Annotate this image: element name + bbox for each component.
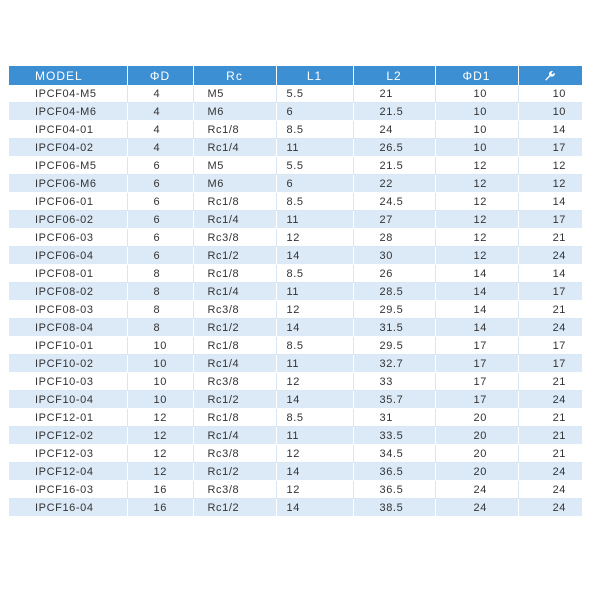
cell-hex-size: 21 — [518, 445, 582, 463]
cell-hex-size: 12 — [518, 175, 582, 193]
cell-hex-size: 17 — [518, 283, 582, 301]
cell-model: IPCF04-01 — [9, 121, 127, 139]
cell-hex-size: 24 — [518, 319, 582, 337]
cell-rc: M5 — [193, 157, 276, 175]
cell-rc: Rc1/2 — [193, 247, 276, 265]
cell-l1: 11 — [276, 355, 353, 373]
cell-d1: 12 — [435, 247, 518, 265]
cell-hex-size: 21 — [518, 229, 582, 247]
cell-l1: 12 — [276, 229, 353, 247]
cell-diameter: 4 — [127, 139, 193, 157]
cell-l2: 34.5 — [353, 445, 435, 463]
cell-model: IPCF10-01 — [9, 337, 127, 355]
cell-l2: 35.7 — [353, 391, 435, 409]
cell-d1: 10 — [435, 103, 518, 121]
cell-diameter: 8 — [127, 265, 193, 283]
cell-model: IPCF06-03 — [9, 229, 127, 247]
cell-d1: 10 — [435, 139, 518, 157]
cell-l1: 12 — [276, 445, 353, 463]
cell-hex-size: 24 — [518, 247, 582, 265]
cell-rc: Rc1/4 — [193, 283, 276, 301]
table-row — [9, 499, 582, 517]
cell-rc: Rc1/2 — [193, 391, 276, 409]
cell-d1: 20 — [435, 409, 518, 427]
cell-model: IPCF06-04 — [9, 247, 127, 265]
cell-diameter: 10 — [127, 355, 193, 373]
cell-diameter: 6 — [127, 247, 193, 265]
cell-l1: 12 — [276, 373, 353, 391]
table-row — [9, 211, 582, 229]
cell-l1: 12 — [276, 481, 353, 499]
cell-rc: Rc1/8 — [193, 121, 276, 139]
table-row — [9, 391, 582, 409]
cell-l2: 21.5 — [353, 157, 435, 175]
cell-model: IPCF10-04 — [9, 391, 127, 409]
cell-diameter: 10 — [127, 373, 193, 391]
cell-diameter: 6 — [127, 193, 193, 211]
cell-l2: 21.5 — [353, 103, 435, 121]
cell-l1: 6 — [276, 103, 353, 121]
cell-l1: 14 — [276, 463, 353, 481]
cell-l1: 8.5 — [276, 337, 353, 355]
cell-diameter: 4 — [127, 85, 193, 103]
cell-l1: 14 — [276, 247, 353, 265]
cell-l1: 11 — [276, 139, 353, 157]
cell-model: IPCF08-01 — [9, 265, 127, 283]
cell-l2: 24 — [353, 121, 435, 139]
header-l1: L1 — [276, 66, 353, 85]
cell-rc: Rc1/4 — [193, 355, 276, 373]
cell-hex-size: 24 — [518, 481, 582, 499]
cell-d1: 14 — [435, 319, 518, 337]
cell-diameter: 6 — [127, 175, 193, 193]
cell-l2: 30 — [353, 247, 435, 265]
header-d1: ΦD1 — [435, 66, 518, 85]
cell-l2: 22 — [353, 175, 435, 193]
cell-d1: 10 — [435, 121, 518, 139]
cell-model: IPCF16-04 — [9, 499, 127, 517]
cell-l1: 5.5 — [276, 85, 353, 103]
table-row — [9, 283, 582, 301]
cell-l1: 14 — [276, 499, 353, 517]
cell-l2: 21 — [353, 85, 435, 103]
cell-rc: Rc3/8 — [193, 373, 276, 391]
cell-model: IPCF04-M6 — [9, 103, 127, 121]
cell-diameter: 4 — [127, 103, 193, 121]
cell-rc: Rc1/2 — [193, 319, 276, 337]
cell-rc: Rc1/8 — [193, 409, 276, 427]
table-row — [9, 139, 582, 157]
cell-hex-size: 17 — [518, 355, 582, 373]
cell-d1: 17 — [435, 355, 518, 373]
cell-l1: 14 — [276, 319, 353, 337]
header-diameter: ΦD — [127, 66, 193, 85]
table-row — [9, 103, 582, 121]
cell-hex-size: 14 — [518, 193, 582, 211]
cell-rc: Rc1/2 — [193, 463, 276, 481]
cell-l2: 33.5 — [353, 427, 435, 445]
cell-hex-size: 21 — [518, 301, 582, 319]
cell-d1: 20 — [435, 463, 518, 481]
cell-diameter: 6 — [127, 211, 193, 229]
cell-l2: 32.7 — [353, 355, 435, 373]
table-row — [9, 355, 582, 373]
cell-rc: Rc1/4 — [193, 211, 276, 229]
cell-rc: M6 — [193, 175, 276, 193]
cell-d1: 12 — [435, 211, 518, 229]
cell-l2: 24.5 — [353, 193, 435, 211]
table-row — [9, 445, 582, 463]
cell-rc: Rc1/8 — [193, 265, 276, 283]
cell-l2: 26 — [353, 265, 435, 283]
table-row — [9, 427, 582, 445]
header-model: MODEL — [9, 66, 127, 85]
cell-rc: Rc1/8 — [193, 193, 276, 211]
cell-model: IPCF08-02 — [9, 283, 127, 301]
cell-l2: 33 — [353, 373, 435, 391]
cell-l2: 28.5 — [353, 283, 435, 301]
cell-hex-size: 21 — [518, 373, 582, 391]
cell-model: IPCF06-M5 — [9, 157, 127, 175]
cell-hex-size: 17 — [518, 211, 582, 229]
cell-diameter: 6 — [127, 229, 193, 247]
table-body — [9, 85, 582, 517]
table-row — [9, 175, 582, 193]
cell-model: IPCF16-03 — [9, 481, 127, 499]
cell-hex-size: 21 — [518, 409, 582, 427]
cell-l2: 29.5 — [353, 337, 435, 355]
cell-d1: 20 — [435, 427, 518, 445]
cell-diameter: 12 — [127, 409, 193, 427]
table-row — [9, 193, 582, 211]
header-hex-size — [518, 66, 582, 85]
cell-d1: 14 — [435, 301, 518, 319]
cell-hex-size: 14 — [518, 121, 582, 139]
cell-l2: 26.5 — [353, 139, 435, 157]
cell-hex-size: 21 — [518, 427, 582, 445]
cell-diameter: 12 — [127, 445, 193, 463]
cell-diameter: 8 — [127, 283, 193, 301]
cell-diameter: 8 — [127, 301, 193, 319]
cell-model: IPCF04-M5 — [9, 85, 127, 103]
cell-hex-size: 12 — [518, 157, 582, 175]
cell-l1: 6 — [276, 175, 353, 193]
cell-rc: M5 — [193, 85, 276, 103]
cell-d1: 12 — [435, 175, 518, 193]
cell-l1: 5.5 — [276, 157, 353, 175]
cell-model: IPCF12-03 — [9, 445, 127, 463]
header-l2: L2 — [353, 66, 435, 85]
cell-rc: Rc1/4 — [193, 139, 276, 157]
table-row — [9, 247, 582, 265]
spec-table-container — [9, 66, 582, 517]
table-row — [9, 265, 582, 283]
wrench-hex-icon — [544, 70, 556, 82]
cell-hex-size: 17 — [518, 139, 582, 157]
cell-rc: Rc3/8 — [193, 445, 276, 463]
cell-hex-size: 24 — [518, 463, 582, 481]
cell-model: IPCF08-04 — [9, 319, 127, 337]
cell-l1: 8.5 — [276, 121, 353, 139]
header-rc: Rc — [193, 66, 276, 85]
cell-l1: 8.5 — [276, 193, 353, 211]
cell-diameter: 6 — [127, 157, 193, 175]
cell-l1: 14 — [276, 391, 353, 409]
cell-hex-size: 24 — [518, 499, 582, 517]
cell-d1: 17 — [435, 391, 518, 409]
cell-rc: Rc3/8 — [193, 301, 276, 319]
cell-diameter: 12 — [127, 427, 193, 445]
cell-rc: Rc1/8 — [193, 337, 276, 355]
cell-d1: 20 — [435, 445, 518, 463]
cell-d1: 12 — [435, 193, 518, 211]
cell-model: IPCF12-04 — [9, 463, 127, 481]
cell-l2: 28 — [353, 229, 435, 247]
cell-l1: 8.5 — [276, 265, 353, 283]
cell-rc: Rc3/8 — [193, 481, 276, 499]
table-row — [9, 481, 582, 499]
cell-hex-size: 10 — [518, 85, 582, 103]
cell-d1: 14 — [435, 283, 518, 301]
cell-d1: 12 — [435, 229, 518, 247]
cell-diameter: 10 — [127, 391, 193, 409]
cell-l2: 31 — [353, 409, 435, 427]
cell-l2: 38.5 — [353, 499, 435, 517]
cell-model: IPCF12-02 — [9, 427, 127, 445]
cell-l1: 11 — [276, 283, 353, 301]
table-row — [9, 319, 582, 337]
cell-diameter: 12 — [127, 463, 193, 481]
cell-d1: 17 — [435, 337, 518, 355]
cell-diameter: 4 — [127, 121, 193, 139]
table-row — [9, 463, 582, 481]
cell-d1: 17 — [435, 373, 518, 391]
spec-table — [9, 66, 582, 517]
cell-l2: 27 — [353, 211, 435, 229]
cell-d1: 14 — [435, 265, 518, 283]
table-row — [9, 121, 582, 139]
cell-l1: 11 — [276, 211, 353, 229]
cell-rc: Rc1/2 — [193, 499, 276, 517]
cell-hex-size: 24 — [518, 391, 582, 409]
cell-l2: 36.5 — [353, 481, 435, 499]
cell-model: IPCF04-02 — [9, 139, 127, 157]
cell-model: IPCF06-02 — [9, 211, 127, 229]
cell-model: IPCF06-01 — [9, 193, 127, 211]
cell-diameter: 8 — [127, 319, 193, 337]
cell-hex-size: 14 — [518, 265, 582, 283]
cell-model: IPCF06-M6 — [9, 175, 127, 193]
cell-l1: 12 — [276, 301, 353, 319]
cell-diameter: 16 — [127, 481, 193, 499]
cell-hex-size: 10 — [518, 103, 582, 121]
cell-d1: 24 — [435, 499, 518, 517]
cell-l2: 31.5 — [353, 319, 435, 337]
cell-l2: 29.5 — [353, 301, 435, 319]
cell-l2: 36.5 — [353, 463, 435, 481]
table-row — [9, 157, 582, 175]
cell-l1: 8.5 — [276, 409, 353, 427]
cell-model: IPCF12-01 — [9, 409, 127, 427]
table-row — [9, 301, 582, 319]
table-row — [9, 409, 582, 427]
table-row — [9, 373, 582, 391]
table-row — [9, 337, 582, 355]
cell-d1: 10 — [435, 85, 518, 103]
table-header-row — [9, 66, 582, 85]
cell-diameter: 10 — [127, 337, 193, 355]
cell-l1: 11 — [276, 427, 353, 445]
cell-hex-size: 17 — [518, 337, 582, 355]
cell-model: IPCF08-03 — [9, 301, 127, 319]
cell-d1: 24 — [435, 481, 518, 499]
cell-model: IPCF10-03 — [9, 373, 127, 391]
cell-rc: M6 — [193, 103, 276, 121]
cell-diameter: 16 — [127, 499, 193, 517]
cell-rc: Rc3/8 — [193, 229, 276, 247]
cell-rc: Rc1/4 — [193, 427, 276, 445]
cell-d1: 12 — [435, 157, 518, 175]
table-row — [9, 85, 582, 103]
cell-model: IPCF10-02 — [9, 355, 127, 373]
table-row — [9, 229, 582, 247]
